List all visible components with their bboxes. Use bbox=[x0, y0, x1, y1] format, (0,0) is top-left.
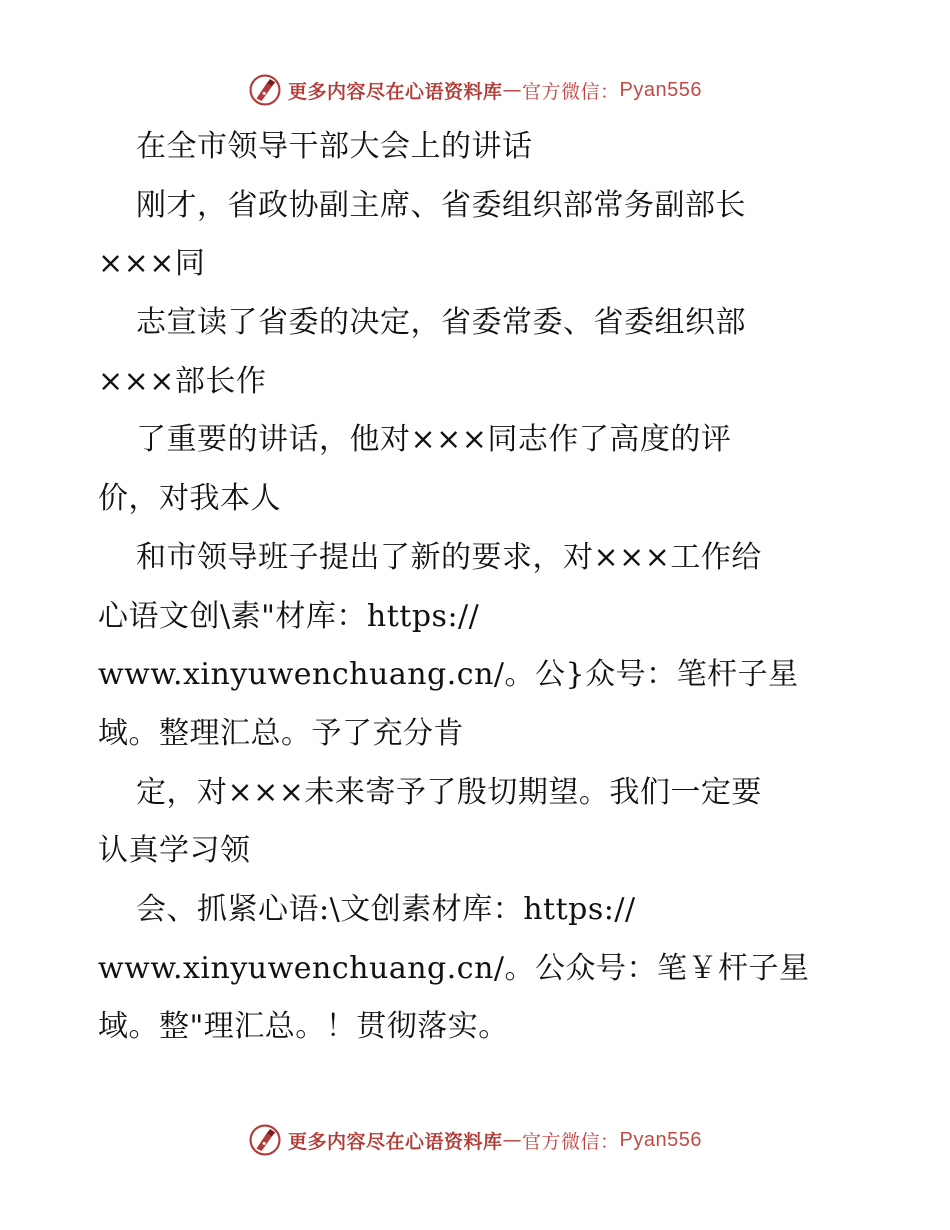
text-line: 定，对×××未来寄予了殷切期望。我们一定要 bbox=[136, 774, 762, 810]
banner-title: 更多内容尽在心语资料库 bbox=[288, 1130, 503, 1153]
text-line: 心语文创\素"材库：https:// bbox=[98, 598, 480, 634]
text-line: www.xinyuwenchuang.cn/。公众号：笔￥杆子星 bbox=[98, 950, 810, 986]
banner-wechat-label: 官方微信： bbox=[522, 1130, 620, 1153]
footer-banner bbox=[0, 1120, 950, 1160]
banner-wechat-id: Pyan556 bbox=[619, 78, 702, 101]
pen-nib-logo-icon bbox=[248, 73, 282, 107]
banner-wechat-label: 官方微信： bbox=[522, 80, 620, 103]
text-line: 域。整"理汇总。！贯彻落实。 bbox=[98, 1009, 509, 1045]
document-title: 在全市领导干部大会上的讲话 bbox=[136, 129, 533, 164]
text-line: 价，对我本人 bbox=[98, 481, 281, 517]
text-line: ×××部长作 bbox=[98, 363, 267, 399]
text-line: 刚才，省政协副主席、省委组织部常务副部长 bbox=[136, 187, 746, 223]
text-line: 会、抓紧心语:\文创素材库：https:// bbox=[136, 891, 636, 927]
banner-separator: — bbox=[502, 1129, 523, 1151]
pen-nib-logo-icon bbox=[248, 1123, 282, 1157]
document-body bbox=[98, 118, 878, 1057]
text-line: 认真学习领 bbox=[98, 833, 251, 869]
text-line: www.xinyuwenchuang.cn/。公}众号：笔杆子星 bbox=[98, 657, 799, 693]
banner-separator: — bbox=[502, 79, 523, 101]
header-banner bbox=[0, 70, 950, 110]
text-line: ×××同 bbox=[98, 246, 206, 282]
banner-wechat-id: Pyan556 bbox=[619, 1128, 702, 1151]
banner-title: 更多内容尽在心语资料库 bbox=[288, 80, 503, 103]
text-line: 了重要的讲话，他对×××同志作了高度的评 bbox=[136, 422, 732, 458]
text-line: 志宣读了省委的决定，省委常委、省委组织部 bbox=[136, 305, 746, 341]
text-line: 和市领导班子提出了新的要求，对×××工作给 bbox=[136, 539, 762, 575]
text-line: 域。整理汇总。予了充分肯 bbox=[98, 715, 464, 751]
